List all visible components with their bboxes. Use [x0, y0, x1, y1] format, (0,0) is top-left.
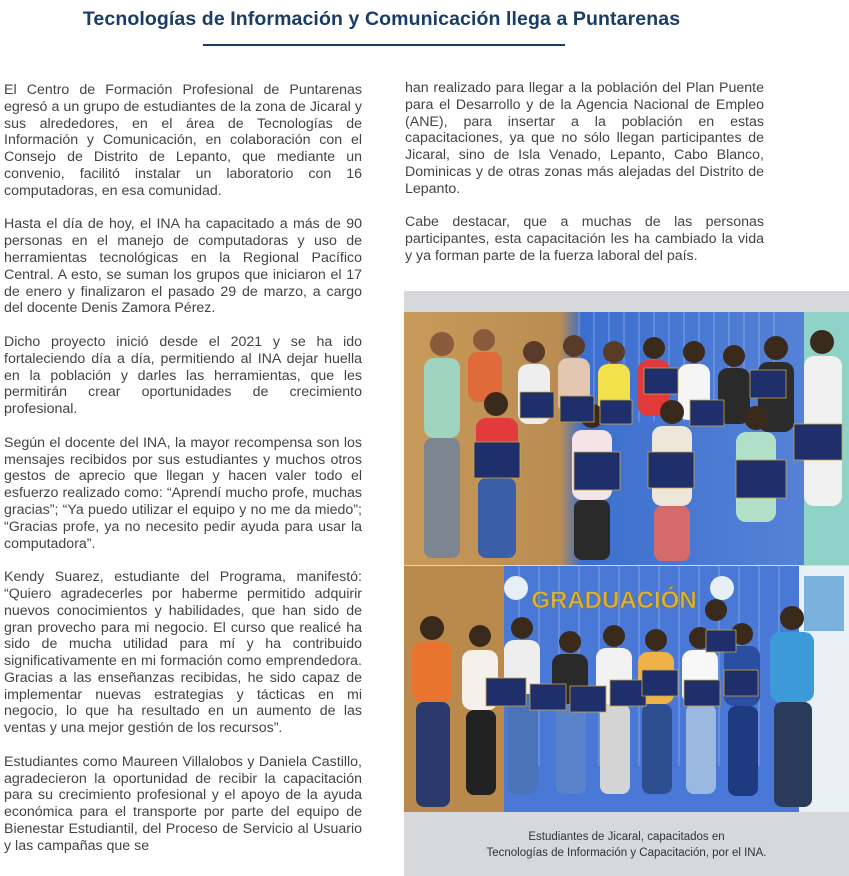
- photo-caption: [404, 830, 849, 861]
- article-right-column: [405, 80, 764, 282]
- paragraph: Según el docente del INA, la mayor recompensa son los mensajes recibidos por sus estudiantes y muchos otros gestos de aprecio que llegan y hacen valer todo el esfuerzo realizado como: “Aprendí mucho profe, muchas gracias”; “Ya puedo utilizar el equipo y no me da miedo”; “Gracias profe, ya no necesito pedir ayuda para usar la computadora”.: [4, 434, 362, 552]
- caption-line-1: Estudiantes de Jicaral, capacitados en: [528, 831, 725, 843]
- caption-line-2: Tecnologías de Información y Capacitación, por el INA.: [486, 846, 767, 859]
- headline-underline: [203, 44, 565, 46]
- banner-text: GRADUACIÓN: [531, 587, 697, 614]
- paragraph: Estudiantes como Maureen Villalobos y Daniela Castillo, agradecieron la oportunidad de recibir la capacitación para su crecimiento profesional y el apoyo de la ayuda económica para el transporte por parte del equipo de Bienestar Estudiantil, del Proceso de Servicio al Usuario y las campañas que se: [4, 753, 362, 854]
- paragraph: Hasta el día de hoy, el INA ha capacitado a más de 90 personas en el manejo de computadoras y uso de herramientas tecnológicas en la Regional Pacífico Central. A esto, se suman los grupos que iniciaron el 17 de enero y finalizaron el pasado 29 de marzo, a cargo del docente Denis Zamora Pérez.: [4, 216, 362, 317]
- graduation-photo-1: [404, 312, 849, 565]
- graduation-photo-2: [404, 566, 849, 812]
- paragraph: Kendy Suarez, estudiante del Programa, manifestó: “Quiero agradecerles por haberme permitido adquirir nuevos conocimientos y habilidades, que han sido de gran provecho para mi negocio. El curso que realicé ha sido de mucha utilidad para mí y ha contribuido significativamente en mi formación como emprendedora. Gracias a las enseñanzas recibidas, he sido capaz de implementar nuevas estrategias y tácticas en mi negocio, lo que ha resultado en un aumento de las ventas y una mejor gestión de los recursos”.: [4, 569, 362, 737]
- paragraph: Cabe destacar, que a muchas de las personas participantes, esta capacitación les ha cambiado la vida y ya forman parte de la fuerza laboral del país.: [405, 214, 764, 264]
- paragraph: han realizado para llegar a la población del Plan Puente para el Desarrollo y de la Agencia Nacional de Empleo (ANE), para insertar a la población en estas capacitaciones, ya que no sólo llegan participantes de Jicaral, sino de Isla Venado, Lepanto, Cabo Blanco, Dominicas y de otras zonas más alejadas del Distrito de Lepanto.: [405, 80, 764, 197]
- paragraph: El Centro de Formación Profesional de Puntarenas egresó a un grupo de estudiantes de la zona de Jicaral y sus alrededores, en el área de Tecnologías de Información y Comunicación, en colaboración con el Consejo de Distrito de Lepanto, que mediante un convenio, facilitó instalar un laboratorio con 16 computadoras, en esa comunidad.: [4, 82, 362, 199]
- paragraph: Dicho proyecto inició desde el 2021 y se ha ido fortaleciendo día a día, permitiendo al INA dejar huella en la población y darles las herramientas, que les permitirán crear oportunidades de crecimiento profesional.: [4, 333, 362, 418]
- article-headline: Tecnologías de Información y Comunicación llega a Puntarenas: [82, 8, 681, 30]
- article-left-column: [4, 82, 362, 871]
